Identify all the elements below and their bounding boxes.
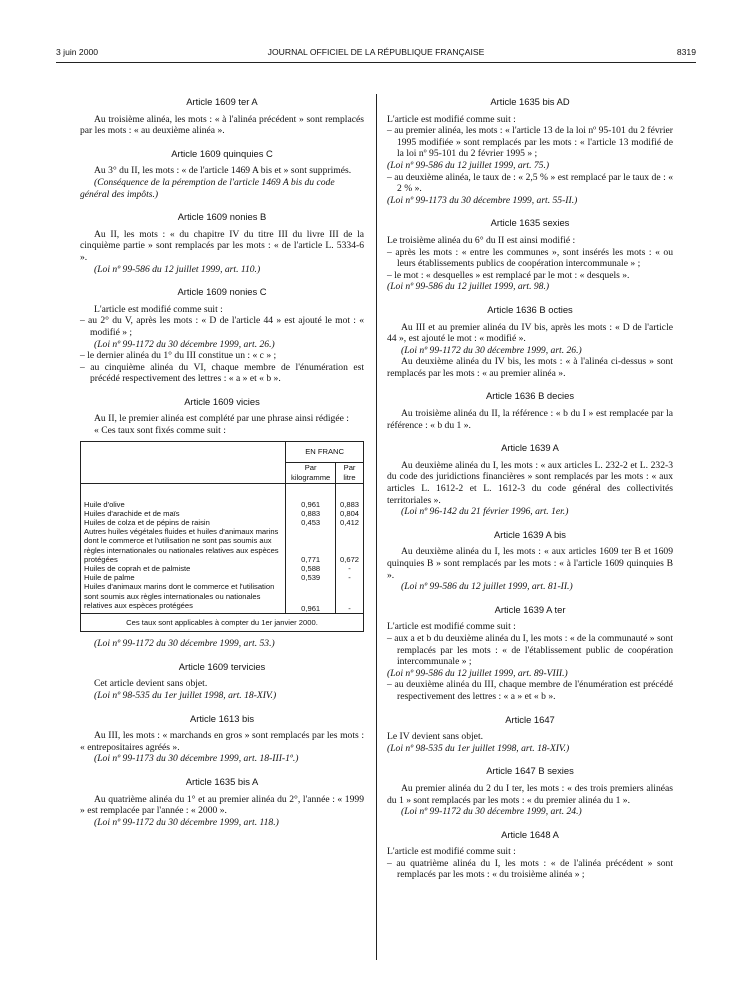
kg-cell: 0,883: [286, 509, 336, 518]
kg-cell: 0,539: [286, 573, 336, 582]
kg-cell: 0,588: [286, 564, 336, 573]
tax-rate-table: [80, 441, 364, 633]
article-block: [387, 217, 673, 293]
table-row: [81, 527, 364, 564]
law-reference: (Loi nº 96-142 du 21 février 1996, art. 1er.): [401, 506, 569, 518]
article-block: [80, 96, 364, 137]
article-block: [387, 529, 673, 593]
article-block: [387, 714, 673, 755]
article-title: Article 1635 bis A: [185, 776, 259, 788]
right-column: [387, 96, 673, 892]
article-text: Cet article devient sans objet.: [94, 678, 208, 690]
article-text: L'article est modifié comme suit :: [387, 846, 516, 858]
header-date: 3 juin 2000: [56, 47, 99, 57]
table-row: [81, 582, 364, 613]
article-title: Article 1636 B decies: [485, 390, 575, 402]
law-reference: (Loi nº 99-586 du 12 juillet 1999, art. 110.): [94, 263, 261, 275]
article-title: Article 1636 B octies: [487, 303, 573, 315]
article-title: Article 1635 sexies: [490, 217, 570, 229]
article-block: [80, 286, 364, 385]
article-block: [387, 829, 673, 881]
kg-cell: 0,771: [286, 527, 336, 564]
law-reference: (Loi nº 99-1173 du 30 décembre 1999, art. 18-III-1º.): [94, 753, 299, 765]
law-reference: (Loi nº 99-1173 du 30 décembre 1999, art. 55-II.): [387, 194, 578, 206]
article-title: Article 1609 nonies C: [177, 286, 267, 298]
product-cell: Huiles de colza et de pépins de raisin: [81, 518, 286, 527]
table-header-kg: Par kilogramme: [286, 462, 336, 483]
article-title: Article 1639 A ter: [494, 603, 566, 615]
table-row: [81, 573, 364, 582]
dash-item: – au deuxième alinéa du III, chaque membre de l'énumération est précédé respectivement des lettres : « a » et « b ».: [387, 679, 673, 702]
article-text: L'article est modifié comme suit :: [94, 303, 223, 315]
product-cell: Huile d'olive: [81, 500, 286, 509]
article-block: [80, 713, 364, 765]
table-header-blank: [81, 441, 286, 483]
product-cell: Huile de palme: [81, 573, 286, 582]
litre-cell: -: [336, 573, 364, 582]
law-reference: (Loi nº 99-1172 du 30 décembre 1999, art. 118.): [94, 816, 279, 828]
litre-cell: -: [336, 582, 364, 613]
table-header-litre: Par litre: [336, 462, 364, 483]
table-row: [81, 509, 364, 518]
article-title: Article 1609 ter A: [186, 96, 258, 107]
law-reference: (Loi nº 99-586 du 12 juillet 1999, art. 75.): [387, 159, 550, 171]
article-block: [387, 304, 673, 380]
page-header: [56, 47, 696, 61]
article-title: Article 1648 A: [501, 828, 559, 840]
law-reference: (Loi nº 99-1172 du 30 décembre 1999, art. 24.): [401, 806, 582, 818]
law-reference: (Loi nº 99-586 du 12 juillet 1999, art. 81-II.): [401, 581, 573, 593]
dash-item: – au premier alinéa, les mots : « l'article 13 de la loi nº 95-101 du 2 février 1995 modifiée » sont remplacés par les mots : « l'article 13 modifié de la loi nº 95-101 du 2 février 1995 » ;: [387, 125, 673, 160]
dash-item: – au cinquième alinéa du VI, chaque membre de l'énumération est précédé respectivement des lettres : « a » et « b ».: [80, 361, 364, 385]
litre-cell: 0,804: [336, 509, 364, 518]
table-header-group: EN FRANC: [286, 441, 364, 462]
law-reference: (Loi nº 99-1172 du 30 décembre 1999, art. 26.): [401, 344, 582, 356]
article-block: [80, 396, 364, 650]
header-title: JOURNAL OFFICIEL DE LA RÉPUBLIQUE FRANÇAISE: [267, 47, 485, 57]
law-reference: (Loi nº 98-535 du 1er juillet 1998, art. 18-XIV.): [387, 742, 570, 754]
table-row: [81, 564, 364, 573]
dash-item: – le dernier alinéa du 1° du III constitue un : « c » ;: [80, 350, 277, 362]
product-cell: Huiles d'arachide et de maïs: [81, 509, 286, 518]
article-block: [80, 661, 364, 702]
product-cell: Autres huiles végétales fluides et huiles d'animaux marins dont le commerce et l'utilisation ne sont pas soumis aux règles internationales ou nationales relatives aux espèces protégées: [81, 527, 286, 564]
article-title: Article 1609 nonies B: [177, 211, 267, 223]
column-divider: [376, 94, 377, 960]
dash-item: – au deuxième alinéa, le taux de : « 2,5 % » est remplacé par le taux de : « 2 % ».: [387, 171, 673, 195]
dash-item: – le mot : « desquelles » est remplacé par le mot : « desquels ».: [387, 269, 630, 281]
article-block: [387, 604, 673, 703]
article-note: (Conséquence de la péremption de l'article 1469 A bis du code général des impôts.): [80, 176, 335, 200]
header-rule: [56, 62, 696, 63]
article-block: [387, 765, 673, 817]
article-text: Le IV devient sans objet.: [387, 731, 484, 743]
kg-cell: 0,453: [286, 518, 336, 527]
litre-cell: 0,883: [336, 500, 364, 509]
article-title: Article 1639 A bis: [494, 528, 566, 540]
law-reference: (Loi nº 99-1172 du 30 décembre 1999, art. 26.): [94, 338, 275, 350]
article-block: [80, 776, 364, 828]
article-text: « Ces taux sont fixés comme suit :: [94, 425, 226, 437]
article-text: Au III, les mots : « marchands en gros » sont remplacés par les mots : « entrepositaires agréés ».: [80, 730, 364, 753]
article-text: Au quatrième alinéa du 1° et au premier alinéa du 2°, l'année : « 1999 » est remplacée par l'année : « 2000 ».: [80, 793, 364, 817]
article-text: Au troisième alinéa du II, la référence : « b du I » est remplacée par la référence : « b du 1 ».: [387, 408, 673, 431]
dash-item: – au 2° du V, après les mots : « D de l'article 44 » est ajouté le mot : « modifié » ;: [80, 315, 364, 338]
litre-cell: 0,412: [336, 518, 364, 527]
article-title: Article 1635 bis AD: [490, 96, 570, 107]
dash-item: – après les mots : « entre les communes », sont insérés les mots : « ou leurs établissements publics de coopération intercommunale » ;: [387, 246, 673, 270]
article-text: Au III et au premier alinéa du IV bis, après les mots : « D de l'article 44 », est ajouté le mot : « modifié ».: [387, 321, 673, 345]
article-title: Article 1609 tervicies: [178, 660, 266, 672]
litre-cell: 0,672: [336, 527, 364, 564]
law-reference: (Loi nº 98-535 du 1er juillet 1998, art. 18-XIV.): [94, 690, 277, 702]
law-reference: (Loi nº 99-586 du 12 juillet 1999, art. 89-VIII.): [387, 667, 568, 679]
article-block: [80, 211, 364, 275]
left-column: [80, 96, 364, 839]
article-title: Article 1609 vicies: [184, 395, 260, 407]
article-text: L'article est modifié comme suit :: [387, 113, 516, 125]
kg-cell: 0,961: [286, 500, 336, 509]
kg-cell: 0,961: [286, 582, 336, 613]
product-cell: Huiles d'animaux marins dont le commerce et l'utilisation sont soumis aux règles internationales ou nationales relatives aux espèces protégées: [81, 582, 286, 613]
article-block: [387, 96, 673, 206]
dash-item: – aux a et b du deuxième alinéa du I, les mots : « de la communauté » sont remplacés par les mots : « de l'établissement public de coopération intercommunale » ;: [387, 632, 673, 668]
article-title: Article 1639 A: [501, 442, 559, 454]
article-title: Article 1647 B sexies: [486, 765, 574, 777]
article-text: Au 3° du II, les mots : « de l'article 1469 A bis et » sont supprimés.: [94, 165, 352, 177]
dash-item: – au quatrième alinéa du I, les mots : « de l'alinéa précédent » sont remplacés par les mots : « du troisième alinéa » ;: [387, 857, 673, 881]
article-text: Au premier alinéa du 2 du I ter, les mots : « des trois premiers alinéas du 1 » sont remplacés par les mots : « du premier alinéa du 1 ».: [387, 782, 673, 806]
article-text: Au II, les mots : « du chapitre IV du titre III du livre III de la cinquième partie » sont remplacés par les mots : « de l'article L. 5334-6 ».: [80, 228, 364, 263]
article-text: Le troisième alinéa du 6° du II est ainsi modifié :: [387, 234, 576, 246]
table-row: [81, 518, 364, 527]
article-text: Au deuxième alinéa du I, les mots : « aux articles 1609 ter B et 1609 quinquies B » sont remplacés par les mots : « à l'article 1609 quinquies B ».: [387, 546, 673, 581]
law-reference: (Loi nº 99-586 du 12 juillet 1999, art. 98.): [387, 281, 550, 293]
article-text: Au deuxième alinéa du IV bis, les mots : « à l'alinéa ci-dessus » sont remplacés par les mots : « au premier alinéa ».: [387, 356, 673, 379]
article-title: Article 1613 bis: [189, 712, 255, 724]
article-text: Au deuxième alinéa du I, les mots : « aux articles L. 232-2 et L. 232-3 du code des juridictions financières » sont remplacés par les mots : « aux articles L. 1612-2 et L. 1612-3 du code général des collectivités territoriales ».: [387, 459, 673, 506]
litre-cell: -: [336, 564, 364, 573]
article-text: Au II, le premier alinéa est complété par une phrase ainsi rédigée :: [94, 413, 349, 425]
article-block: [387, 442, 673, 518]
table-row: [81, 500, 364, 509]
article-text: Au troisième alinéa, les mots : « à l'alinéa précédent » sont remplacés par les mots : « au deuxième alinéa ».: [80, 113, 364, 137]
article-title: Article 1647: [505, 713, 555, 725]
article-block: [80, 148, 364, 200]
article-text: L'article est modifié comme suit :: [387, 621, 516, 633]
article-title: Article 1609 quinquies C: [171, 147, 273, 159]
table-footer: Ces taux sont applicables à compter du 1er janvier 2000.: [81, 614, 364, 632]
law-reference: (Loi nº 99-1172 du 30 décembre 1999, art. 53.): [94, 638, 275, 650]
article-block: [387, 390, 673, 431]
header-page-number: 8319: [676, 47, 696, 57]
product-cell: Huiles de coprah et de palmiste: [81, 564, 286, 573]
